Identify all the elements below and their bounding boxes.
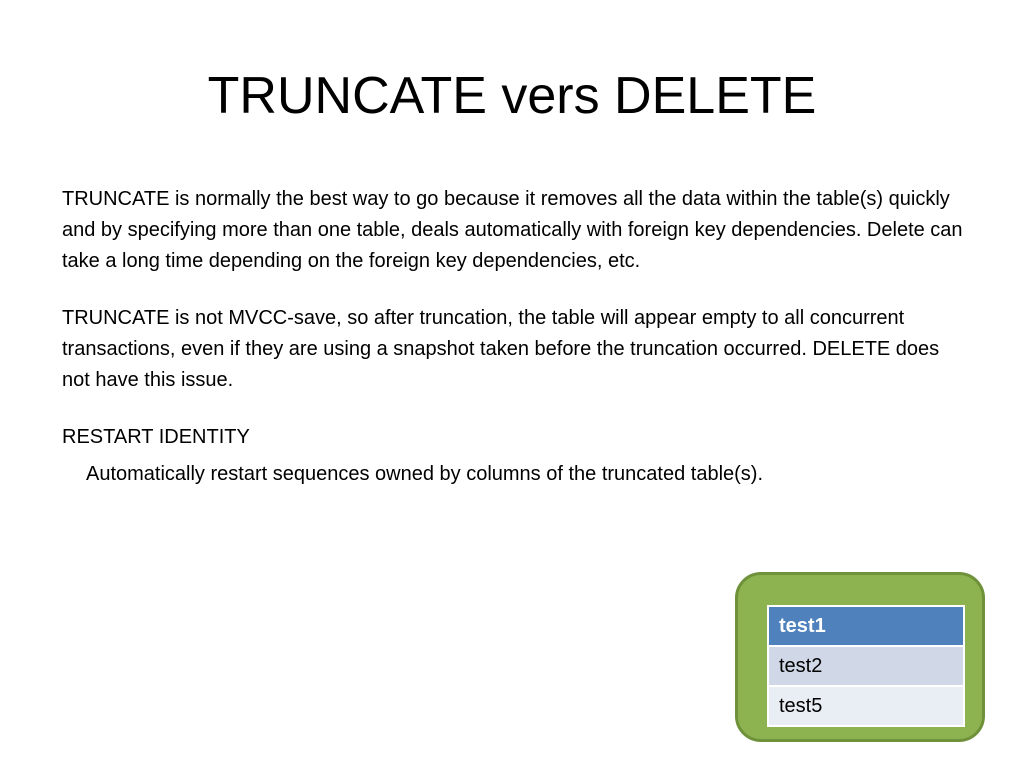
table-row <box>768 646 964 686</box>
table-row <box>768 686 964 726</box>
paragraph-truncate-best: TRUNCATE is normally the best way to go because it removes all the data within the table(s) quickly and by specifying more than one table, deals automatically with foreign key dependencies. Delete can take a long time depending on the foreign key dependencies, etc. <box>62 188 963 272</box>
restart-identity-detail: Automatically restart sequences owned by columns of the truncated table(s). <box>86 463 764 485</box>
table-row <box>768 606 964 646</box>
paragraph-mvcc: TRUNCATE is not MVCC-save, so after truncation, the table will appear empty to all concurrent transactions, even if they are using a snapshot taken before the truncation occurred. DELETE does not have this issue. <box>62 307 940 391</box>
restart-identity-heading: RESTART IDENTITY <box>62 426 250 448</box>
slide-body <box>62 184 972 516</box>
table-cell: test2 <box>768 646 964 686</box>
table-cell: test5 <box>768 686 964 726</box>
table-cell: test1 <box>768 606 964 646</box>
slide-title: TRUNCATE vers DELETE <box>207 67 817 125</box>
table-list <box>767 605 965 727</box>
